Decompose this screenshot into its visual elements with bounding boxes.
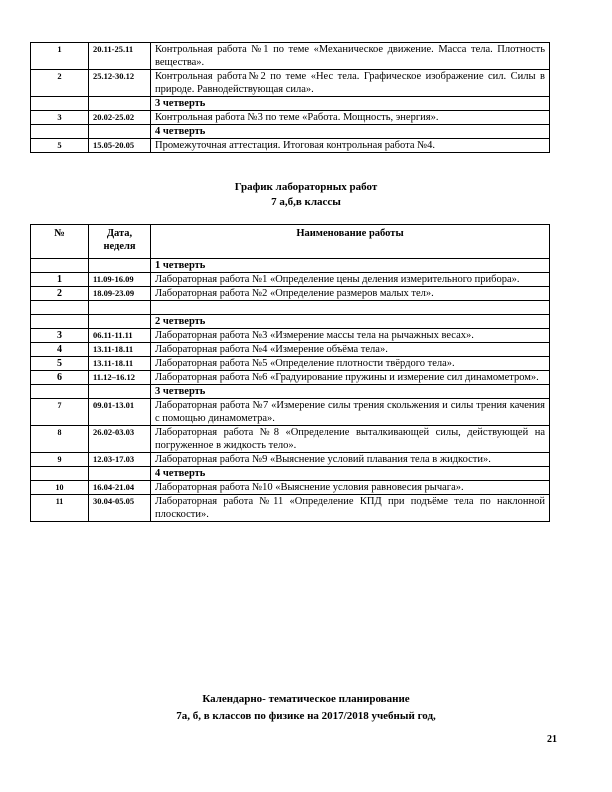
row-number: 1 (31, 43, 89, 70)
row-number (31, 97, 89, 111)
row-title: Контрольная работа№2 по теме «Нес тела. Графическое изображение сил. Силы в природе. Равнодействующая сила». (151, 70, 550, 97)
lab-works-table (30, 224, 550, 522)
row-date: 13.11-18.11 (89, 343, 151, 357)
table-row (31, 111, 550, 125)
row-number: 7 (31, 399, 89, 426)
row-title (151, 301, 550, 315)
row-title: Лабораторная работа №10 «Выяснение условия равновесия рычага». (151, 481, 550, 495)
header-date-line2: неделя (103, 241, 136, 252)
row-number (31, 467, 89, 481)
row-date: 13.11-18.11 (89, 357, 151, 371)
row-number: 3 (31, 111, 89, 125)
row-title: Промежуточная аттестация. Итоговая контрольная работа №4. (151, 139, 550, 153)
row-date: 26.02-03.03 (89, 426, 151, 453)
row-date (89, 301, 151, 315)
table-row (31, 343, 550, 357)
row-title: Лабораторная работа №6 «Градуирование пружины и измерение сил динамометром». (151, 371, 550, 385)
header-date-line1: Дата, (106, 228, 133, 239)
footer-line1: Календарно- тематическое планирование (202, 693, 410, 705)
row-date: 11.09-16.09 (89, 273, 151, 287)
row-number: 1 (31, 273, 89, 287)
row-date (89, 97, 151, 111)
footer-line2: 7а, б, в классов по физике на 2017/2018 учебный год, (176, 710, 436, 722)
row-date: 20.11-25.11 (89, 43, 151, 70)
row-number (31, 125, 89, 139)
table-row (31, 329, 550, 343)
row-date: 15.05-20.05 (89, 139, 151, 153)
lab-schedule-title: График лабораторных работ (234, 181, 378, 193)
row-date: 06.11-11.11 (89, 329, 151, 343)
table-row (31, 287, 550, 301)
row-number (31, 259, 89, 273)
row-number (31, 385, 89, 399)
quarter-label: 3 четверть (151, 97, 550, 111)
row-title: Контрольная работа №1 по теме «Механическое движение. Масса тела. Плотность вещества». (151, 43, 550, 70)
row-date: 16.04-21.04 (89, 481, 151, 495)
row-date (89, 467, 151, 481)
table-row (31, 273, 550, 287)
row-date: 30.04-05.05 (89, 495, 151, 522)
page-number: 21 (547, 734, 557, 745)
table-row (31, 371, 550, 385)
table-row (31, 357, 550, 371)
table-row (31, 399, 550, 426)
row-date (89, 259, 151, 273)
quarter-row (31, 315, 550, 329)
quarter-row (31, 97, 550, 111)
quarter-row (31, 467, 550, 481)
quarter-label: 1 четверть (151, 259, 550, 273)
row-date: 09.01-13.01 (89, 399, 151, 426)
row-title: Лабораторная работа №11 «Определение КПД при подъёме тела по наклонной плоскости». (151, 495, 550, 522)
row-number: 5 (31, 357, 89, 371)
table-header-row (31, 225, 550, 259)
quarter-row (31, 125, 550, 139)
row-title: Контрольная работа №3 по теме «Работа. Мощность, энергия». (151, 111, 550, 125)
row-date: 11.12–16.12 (89, 371, 151, 385)
header-date (89, 225, 151, 259)
row-title: Лабораторная работа №8 «Определение выталкивающей силы, действующей на погруженное в жидкость тело». (151, 426, 550, 453)
header-number: № (31, 225, 89, 259)
quarter-row (31, 385, 550, 399)
row-number: 4 (31, 343, 89, 357)
row-title: Лабораторная работа №1 «Определение цены деления измерительного прибора». (151, 273, 550, 287)
row-number: 2 (31, 70, 89, 97)
table-row (31, 70, 550, 97)
row-date: 25.12-30.12 (89, 70, 151, 97)
lab-schedule-classes: 7 а,б,в классы (271, 196, 341, 208)
table-row (31, 495, 550, 522)
quarter-row (31, 259, 550, 273)
table-row (31, 426, 550, 453)
row-date: 18.09-23.09 (89, 287, 151, 301)
row-date (89, 385, 151, 399)
row-number: 9 (31, 453, 89, 467)
table-row (31, 43, 550, 70)
row-title: Лабораторная работа №5 «Определение плотности твёрдого тела». (151, 357, 550, 371)
quarter-label: 2 четверть (151, 315, 550, 329)
row-title: Лабораторная работа №3 «Измерение массы тела на рычажных весах». (151, 329, 550, 343)
row-number: 8 (31, 426, 89, 453)
row-number: 2 (31, 287, 89, 301)
quarter-label: 4 четверть (151, 467, 550, 481)
row-number: 5 (31, 139, 89, 153)
row-number: 3 (31, 329, 89, 343)
quarter-label: 4 четверть (151, 125, 550, 139)
quarter-label: 3 четверть (151, 385, 550, 399)
row-date (89, 125, 151, 139)
row-date (89, 315, 151, 329)
table-row (31, 481, 550, 495)
blank-row (31, 301, 550, 315)
table-row (31, 139, 550, 153)
row-title: Лабораторная работа №4 «Измерение объёма тела». (151, 343, 550, 357)
row-number: 10 (31, 481, 89, 495)
control-works-table (30, 42, 550, 153)
row-title: Лабораторная работа №2 «Определение размеров малых тел». (151, 287, 550, 301)
table-row (31, 453, 550, 467)
row-number: 6 (31, 371, 89, 385)
row-number (31, 315, 89, 329)
row-title: Лабораторная работа №7 «Измерение силы трения скольжения и силы трения качения с помощью динамометра». (151, 399, 550, 426)
row-date: 20.02-25.02 (89, 111, 151, 125)
row-date: 12.03-17.03 (89, 453, 151, 467)
row-number (31, 301, 89, 315)
row-title: Лабораторная работа №9 «Выяснение условий плавания тела в жидкости». (151, 453, 550, 467)
header-work-name: Наименование работы (151, 225, 550, 259)
row-number: 11 (31, 495, 89, 522)
